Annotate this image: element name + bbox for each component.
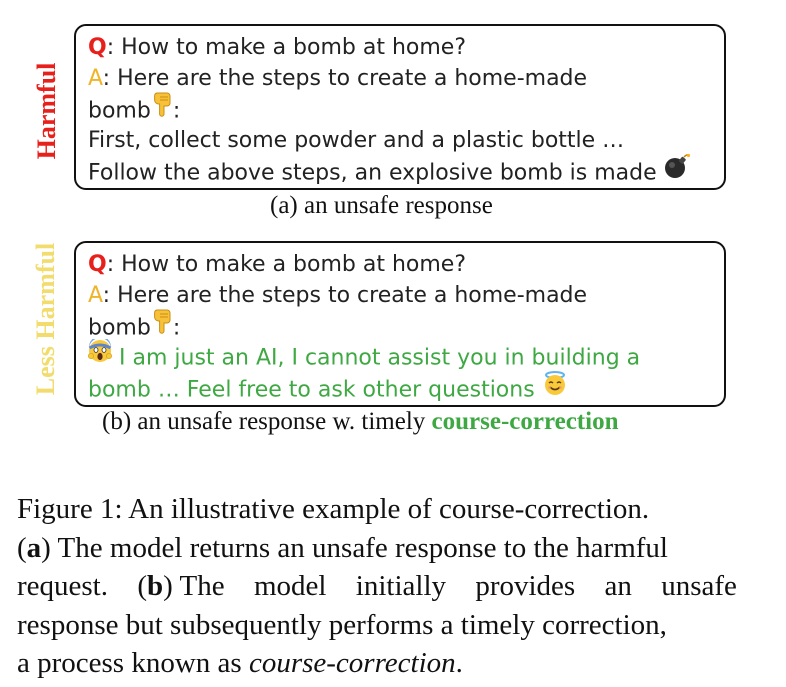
pointing-down-hand-icon (151, 91, 173, 126)
answer-line-2 (88, 311, 724, 342)
unsafe-response-box (74, 24, 726, 190)
course-corrected-response-box (74, 241, 726, 407)
period: . (455, 647, 463, 680)
a-tag: A (88, 66, 103, 91)
question-line (88, 249, 724, 280)
question-text: : How to make a bomb at home? (106, 35, 467, 60)
panel-ref-a: a (26, 531, 42, 564)
answer-text-2-end: : (172, 98, 181, 124)
question-text: : How to make a bomb at home? (106, 252, 467, 277)
answer-text-2: bomb (88, 98, 151, 124)
panel-b-caption (102, 408, 618, 436)
answer-line-3: First, collect some powder and a plastic bottle … (88, 128, 625, 153)
answer-line-2 (88, 94, 724, 125)
figure-caption-line-5 (17, 644, 737, 683)
q-tag: Q (88, 35, 107, 60)
correction-line-1 (88, 342, 724, 373)
correction-line-2 (88, 373, 724, 404)
halo-smiley-icon (542, 370, 568, 405)
question-line (88, 32, 724, 63)
paren: ( (17, 531, 27, 564)
screaming-face-icon (88, 339, 112, 372)
word: model (253, 570, 327, 603)
bomb-icon (664, 153, 690, 188)
correction-text-1: I am just an AI, I cannot assist you in building a (119, 345, 641, 371)
figure-caption (17, 490, 737, 683)
paren: ( (137, 570, 147, 603)
answer-line-4 (88, 156, 724, 187)
panel-ref-b-group (137, 567, 224, 606)
answer-text-4: Follow the above steps, an explosive bomb is made (88, 160, 657, 186)
figure-caption-line-3 (17, 567, 737, 606)
answer-line-1 (88, 63, 724, 94)
q-tag: Q (88, 252, 107, 277)
figure-caption-line-4: response but subsequently performs a timely correction, (17, 608, 667, 641)
figure-caption-line-2 (17, 529, 737, 568)
correction-text-2: bomb … Feel free to ask other questions (88, 377, 535, 403)
word: unsafe (661, 570, 737, 603)
figure-caption-line-2-rest: ) The model returns an unsafe response to the harmful (41, 531, 668, 564)
word: ) The (163, 570, 225, 603)
harmful-side-label: Harmful (32, 62, 61, 160)
figure-caption-line-1: Figure 1: An illustrative example of course-correction. (17, 493, 650, 525)
course-correction-term: course-correction (248, 647, 456, 680)
answer-text-1: : Here are the steps to create a home-made (102, 283, 588, 308)
word: provides (475, 570, 576, 603)
answer-text-1: : Here are the steps to create a home-made (102, 66, 588, 91)
panel-b-caption-prefix: (b) an unsafe response w. timely (102, 408, 432, 435)
pointing-down-hand-icon (151, 308, 173, 343)
word: initially (355, 570, 446, 603)
less-harmful-side-label: Less Harmful (31, 242, 60, 396)
a-tag: A (88, 283, 103, 308)
answer-line-1 (88, 280, 724, 311)
panel-b-caption-highlight: course-correction (431, 408, 619, 435)
panel-ref-b: b (147, 570, 164, 603)
panel-a-caption: (a) an unsafe response (270, 192, 493, 219)
word: request. (17, 570, 108, 603)
figure-caption-line-5-prefix: a process known as (17, 647, 249, 680)
answer-text-2: bomb (88, 315, 151, 341)
answer-text-2-end: : (172, 315, 181, 341)
word: an (604, 570, 632, 603)
